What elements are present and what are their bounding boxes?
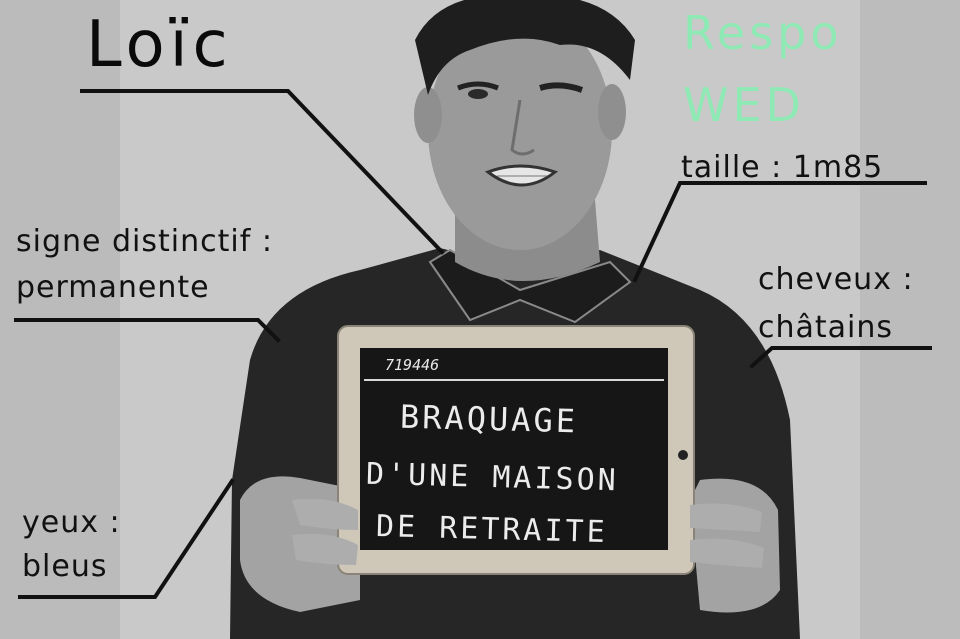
height-label: taille : 1m85: [681, 150, 884, 185]
slate-hole: [678, 450, 688, 460]
eyes-label-line1: yeux :: [22, 505, 121, 540]
role-label-line1: Respo: [683, 6, 843, 60]
slate-text-line2: D'UNE MAISON: [365, 456, 620, 499]
hair-label-line2: châtains: [758, 310, 894, 345]
hair-label-line1: cheveux :: [758, 262, 914, 297]
slate-text-line1: BRAQUAGE: [399, 397, 579, 441]
eyes-label-line2: bleus: [22, 549, 108, 584]
distinctive-sign-label-line1: signe distinctif :: [16, 224, 273, 259]
name-label: Loïc: [86, 8, 233, 82]
slate-text-line3: DE RETRAITE: [375, 508, 609, 551]
distinctive-sign-label-line2: permanente: [16, 270, 210, 305]
eye-left: [468, 89, 488, 99]
role-label-line2: WED: [683, 78, 805, 132]
slate-id-number: 719446: [385, 356, 440, 374]
